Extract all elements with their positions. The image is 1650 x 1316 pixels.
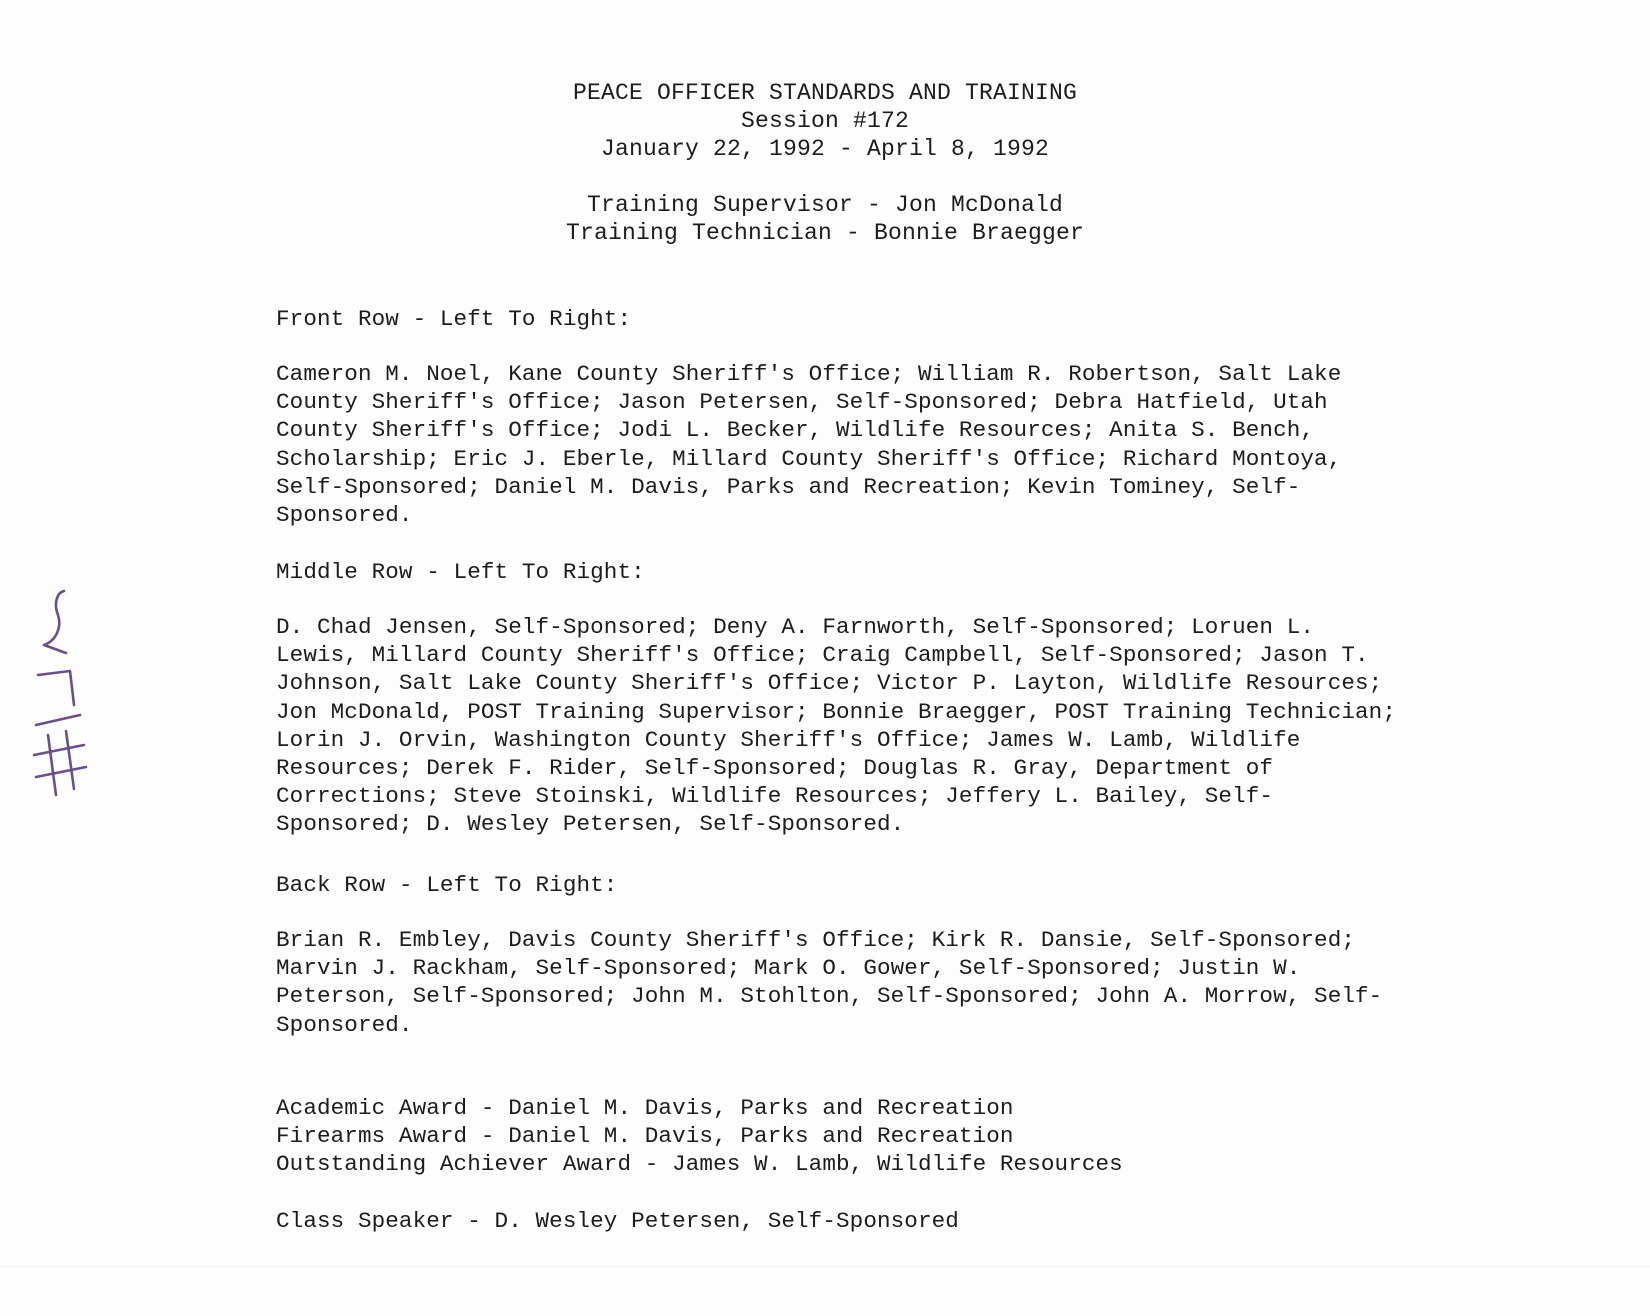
middle-row-names: D. Chad Jensen, Self-Sponsored; Deny A. Farnworth, Self-Sponsored; Loruen L. Lewis, Millard County Sheriff's Office; Craig Campbell, Self-Sponsored; Jason T. Johnson, Salt Lake County Sheriff's Office; Victor P. Layton, Wildlife Resources; Jon McDonald, POST Training Supervisor; Bonnie Braegger, POST Training Technician; Lorin J. Orvin, Washington County Sheriff's Office; James W. Lamb, Wildlife Resources; Derek F. Rider, Self-Sponsored; Douglas R. Gray, Department of Corrections; Steve Stoinski, Wildlife Resources; Jeffery L. Bailey, Self-Sponsored; D. Wesley Petersen, Self-Sponsored. bbox=[276, 614, 1396, 838]
handwritten-session-number bbox=[14, 585, 94, 815]
outstanding-achiever-award: Outstanding Achiever Award - James W. Lamb, Wildlife Resources bbox=[276, 1151, 1123, 1178]
academic-award: Academic Award - Daniel M. Davis, Parks and Recreation bbox=[276, 1095, 1014, 1121]
class-speaker: Class Speaker - D. Wesley Petersen, Self-Sponsored bbox=[276, 1208, 959, 1234]
training-technician: Training Technician - Bonnie Braegger bbox=[565, 220, 1085, 246]
session-dates: January 22, 1992 - April 8, 1992 bbox=[600, 136, 1050, 162]
front-row-heading: Front Row - Left To Right: bbox=[276, 306, 632, 332]
scan-edge bbox=[0, 1266, 1650, 1267]
back-row-names: Brian R. Embley, Davis County Sheriff's Office; Kirk R. Dansie, Self-Sponsored; Marvin J. Rackham, Self-Sponsored; Mark O. Gower, Self-Sponsored; Justin W. Peterson, Self-Sponsored; John M. Stohlton, Self-Sponsored; John A. Morrow, Self-Sponsored. bbox=[276, 927, 1383, 1038]
session-number: Session #172 bbox=[740, 108, 910, 134]
document-title: PEACE OFFICER STANDARDS AND TRAINING bbox=[572, 80, 1078, 106]
firearms-award: Firearms Award - Daniel M. Davis, Parks and Recreation bbox=[276, 1123, 1014, 1150]
awards-list bbox=[276, 1094, 1396, 1179]
document-header bbox=[0, 79, 1650, 163]
back-row-heading: Back Row - Left To Right: bbox=[276, 872, 618, 898]
middle-row-heading: Middle Row - Left To Right: bbox=[276, 559, 645, 585]
training-supervisor: Training Supervisor - Jon McDonald bbox=[586, 192, 1064, 218]
staff-block bbox=[0, 191, 1650, 247]
front-row-names: Cameron M. Noel, Kane County Sheriff's Office; William R. Robertson, Salt Lake County Sheriff's Office; Jason Petersen, Self-Sponsored; Debra Hatfield, Utah County Sheriff's Office; Jodi L. Becker, Wildlife Resources; Anita S. Bench, Scholarship; Eric J. Eberle, Millard County Sheriff's Office; Richard Montoya, Self-Sponsored; Daniel M. Davis, Parks and Recreation; Kevin Tominey, Self-Sponsored. bbox=[276, 361, 1342, 529]
